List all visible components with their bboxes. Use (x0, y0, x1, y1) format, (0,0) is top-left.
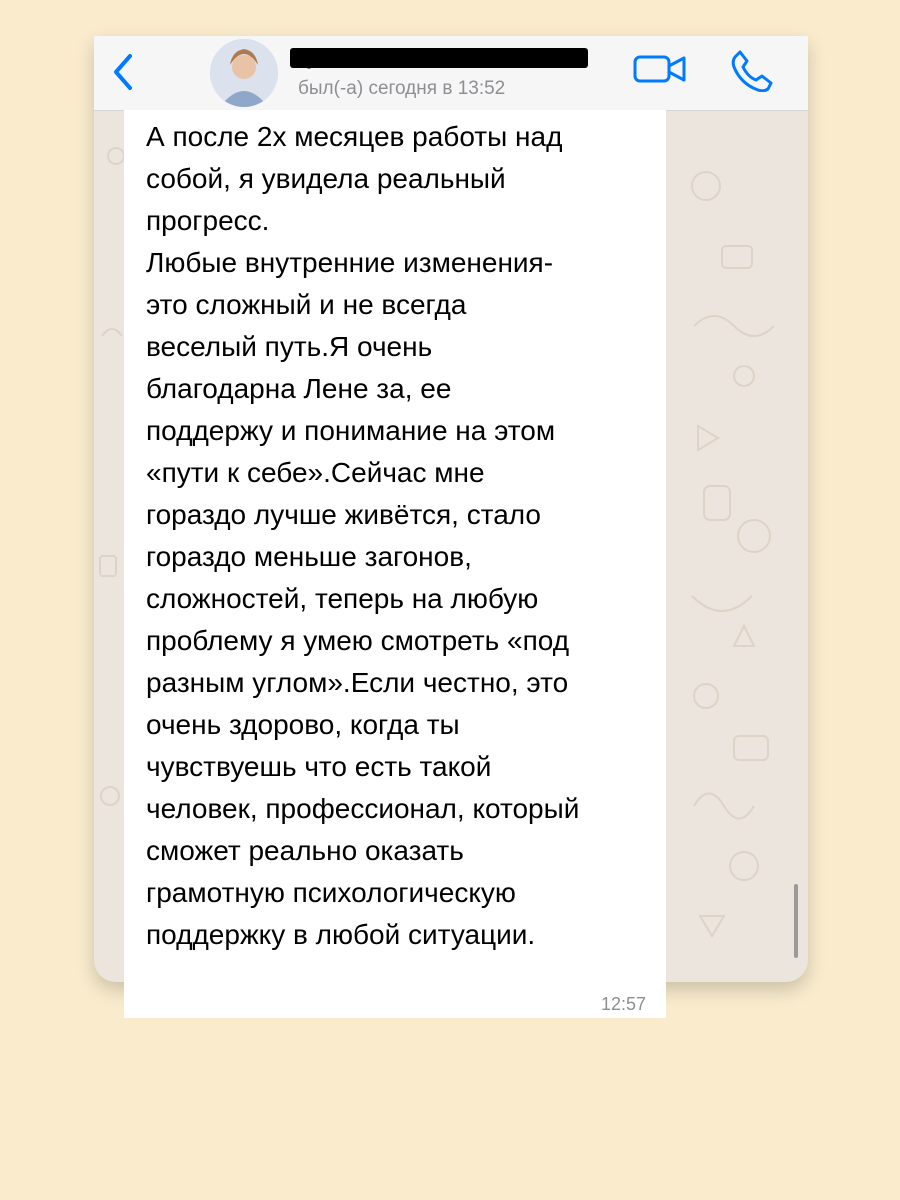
message-bubble[interactable] (124, 110, 666, 1018)
avatar[interactable] (210, 39, 278, 107)
message-text: А после 2х месяцев работы над собой, я увидела реальный прогресс. Любые внутренние изменения- это сложный и не всегда веселый путь.Я очень благодарна Лене за, ее поддержу и понимание на этом «пути к себе».Сейчас мне гораздо лучше живётся, стало гораздо меньше загонов, сложностей, теперь на любую проблему я умею смотреть «под разным углом».Если честно, это очень здорово, когда ты чувствуешь что есть такой человек, профессионал, который сможет реально оказать грамотную психологическую поддержку в любой ситуации. (146, 121, 580, 950)
phone-icon[interactable] (728, 46, 774, 92)
video-camera-icon[interactable] (632, 52, 688, 86)
chat-header (94, 36, 808, 111)
chevron-left-icon[interactable] (106, 50, 140, 94)
contact-name[interactable] (290, 44, 590, 70)
last-seen-status: был(-а) сегодня в 13:52 (298, 78, 506, 99)
message-time: 12:57 (600, 994, 646, 1014)
redaction-bar (290, 48, 588, 68)
scrollbar[interactable] (794, 884, 798, 958)
